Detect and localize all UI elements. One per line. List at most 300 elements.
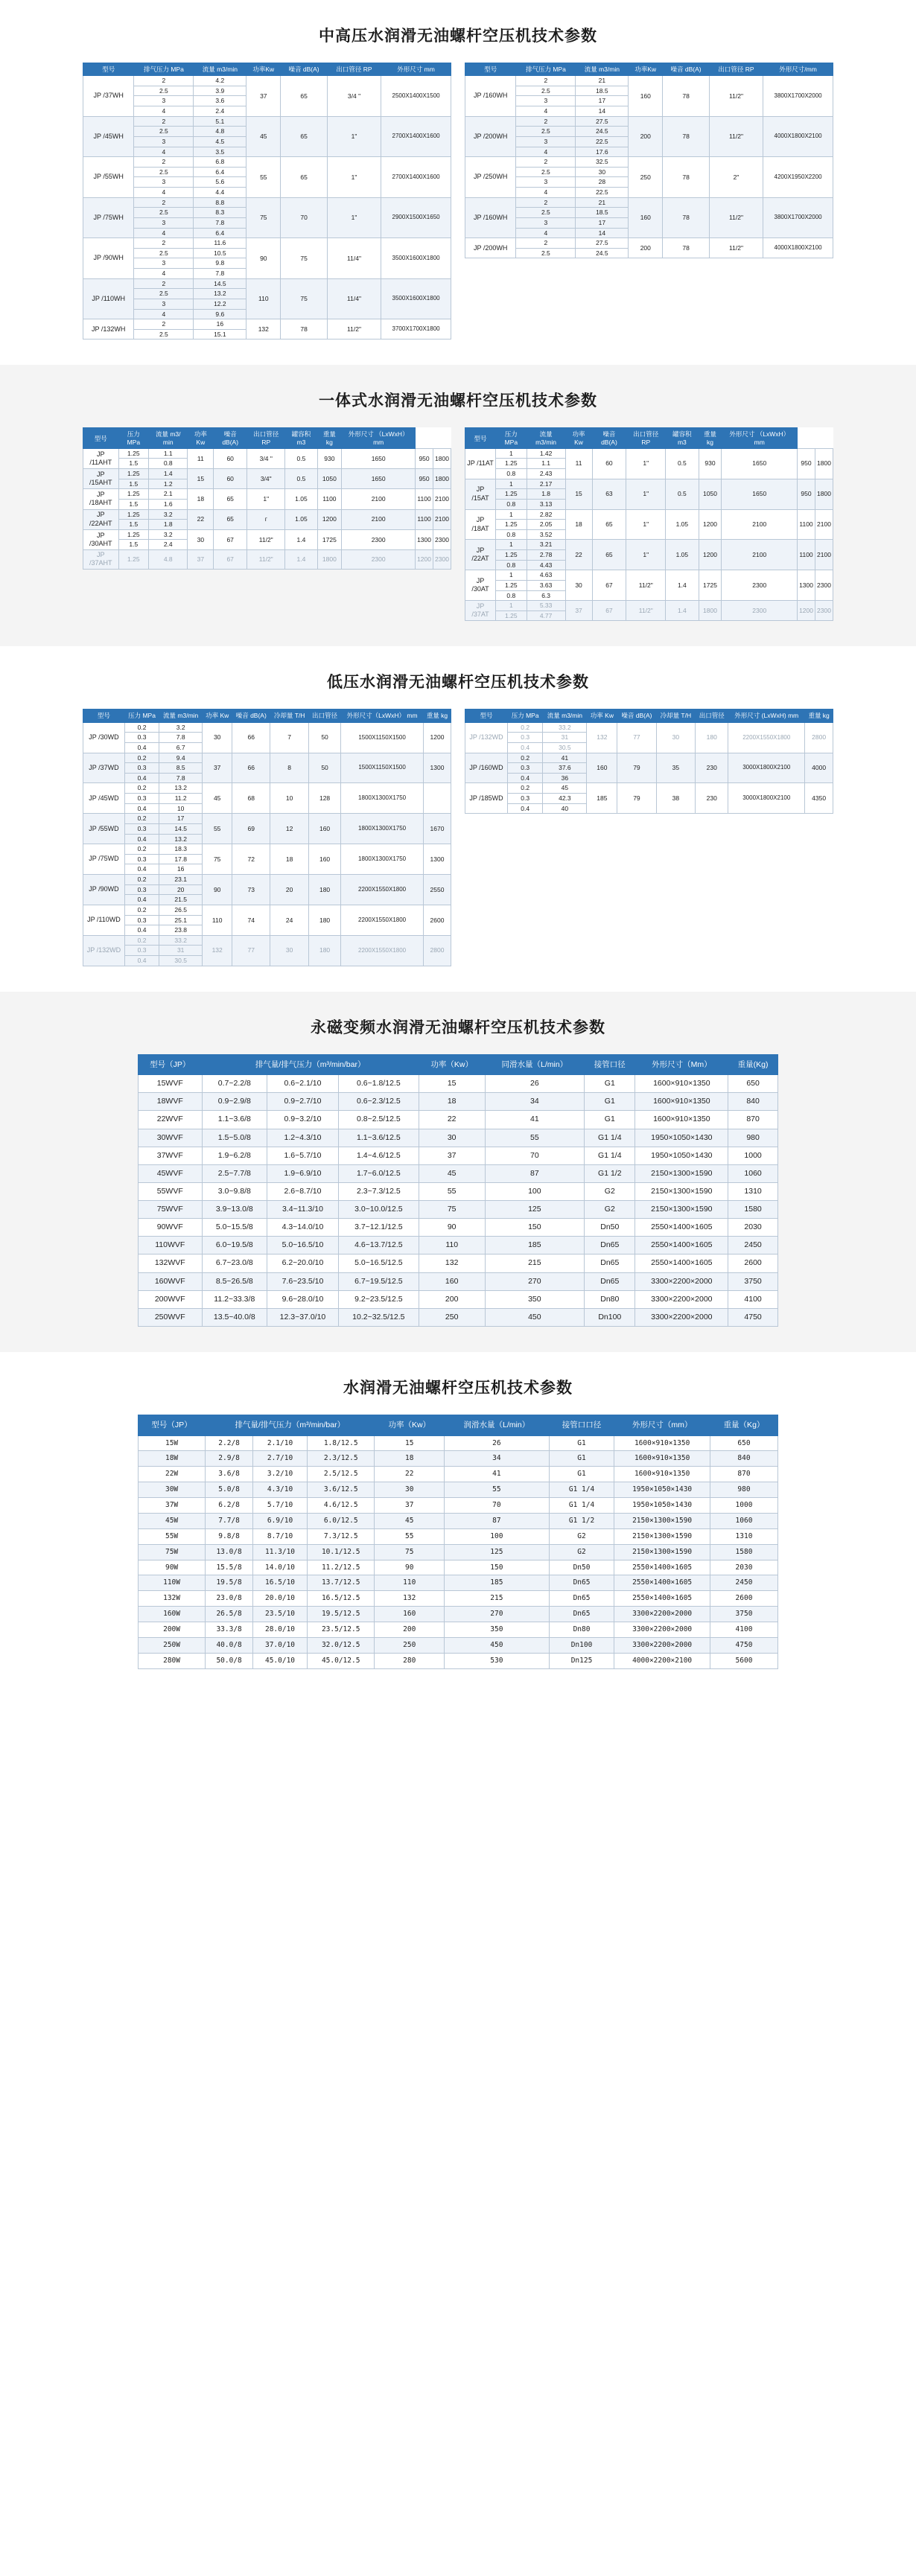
table-row — [83, 753, 451, 763]
table-cell: 22 — [188, 509, 214, 529]
table-cell: 15W — [139, 1435, 206, 1451]
table-cell: 2.1/10 — [253, 1435, 308, 1451]
table-cell: 2.6~8.7/10 — [267, 1182, 339, 1200]
table-cell: 1300 — [798, 570, 815, 601]
table-cell: JP /18AHT — [83, 489, 119, 509]
table-cell: 1800X1300X1750 — [341, 814, 424, 844]
table-cell: 67 — [214, 550, 247, 570]
table-cell: 19.5/8 — [206, 1575, 253, 1591]
table-cell: 2100 — [722, 509, 798, 540]
table-cell: 1.25 — [118, 509, 149, 520]
table-cell: 3.2 — [159, 722, 203, 733]
table-cell: JP /55WD — [83, 814, 125, 844]
table-cell: 1200 — [699, 509, 722, 540]
table-cell: 5.6 — [194, 177, 247, 188]
column-header: 压力 MPa — [496, 428, 527, 448]
table-cell: 1500X1150X1500 — [341, 753, 424, 783]
table-cell: 50.0/8 — [206, 1653, 253, 1668]
table-cell: 6.2~20.0/10 — [267, 1254, 339, 1272]
table-cell: 4.77 — [527, 610, 565, 621]
table-cell: 60 — [592, 448, 626, 479]
table-cell: 36 — [543, 773, 587, 783]
table-cell: 2200X1550X1800 — [341, 935, 424, 966]
table-cell: 160WVF — [139, 1272, 203, 1290]
table-cell: 3300×2200×2000 — [614, 1607, 710, 1622]
table-cell: 1.4 — [149, 469, 188, 479]
table-cell: 2.7/10 — [253, 1451, 308, 1467]
table-cell: 3300×2200×2000 — [635, 1290, 728, 1308]
table-cell: 90WVF — [139, 1219, 203, 1237]
table-cell: 0.7~2.2/8 — [202, 1075, 267, 1093]
column-header: 噪音 dB(A) — [663, 63, 710, 76]
table-row — [465, 76, 833, 86]
table-cell: 1.5 — [118, 520, 149, 530]
table-cell: 1670 — [423, 814, 451, 844]
table-cell: 33.2 — [543, 722, 587, 733]
table-cell: 4.43 — [527, 560, 565, 570]
table-cell: 0.4 — [124, 803, 159, 814]
table-cell: 63 — [592, 479, 626, 509]
table-cell: 66 — [232, 753, 270, 783]
table-cell: 3.6 — [194, 96, 247, 106]
table-cell: 1.2 — [149, 479, 188, 489]
table-cell: 1000 — [710, 1498, 777, 1514]
table-cell: 31 — [543, 733, 587, 743]
table-cell — [423, 783, 451, 814]
table-cell: 1.9~6.9/10 — [267, 1164, 339, 1182]
section-title: 中高压水润滑无油螺杆空压机技术参数 — [319, 28, 597, 45]
table-row — [83, 116, 451, 127]
table-cell: 41 — [485, 1111, 585, 1129]
table-cell: 132 — [587, 722, 617, 753]
table-row — [139, 1607, 778, 1622]
table-cell: 45.0/10 — [253, 1653, 308, 1668]
table-row — [83, 448, 451, 459]
table-cell: 0.3 — [124, 915, 159, 925]
table-cell: 4750 — [710, 1637, 777, 1653]
column-header: 出口管径 — [308, 710, 340, 722]
table-cell: 13.2 — [194, 289, 247, 299]
table-cell: 14.0/10 — [253, 1560, 308, 1575]
table-cell: 185 — [445, 1575, 550, 1591]
table-cell: 35 — [656, 753, 696, 783]
tables-row — [0, 1054, 916, 1327]
table-cell: G1 — [585, 1093, 635, 1111]
table-cell: 26.5/8 — [206, 1607, 253, 1622]
column-header: 外形尺寸 mm — [381, 63, 451, 76]
table-cell: 11.6 — [194, 238, 247, 249]
table-cell: 37WVF — [139, 1147, 203, 1164]
table-cell: 14.5 — [159, 823, 203, 834]
table-cell: 24 — [270, 905, 309, 935]
table-cell: 1.8 — [149, 520, 188, 530]
spec-table-left — [83, 709, 451, 966]
table-cell: 4 — [134, 147, 194, 157]
table-cell: 3.21 — [527, 540, 565, 550]
table-row — [139, 1482, 778, 1498]
table-cell: 65 — [214, 489, 247, 509]
table-cell: 45 — [247, 116, 281, 157]
table-cell: 78 — [281, 319, 328, 339]
table-cell: 180 — [696, 722, 728, 753]
table-cell: 1000 — [728, 1147, 778, 1164]
table-cell: 90 — [375, 1560, 445, 1575]
table-cell: 11/2" — [247, 529, 285, 549]
table-cell: 3 — [516, 96, 576, 106]
table-cell: 37 — [375, 1498, 445, 1514]
table-cell: 70 — [281, 197, 328, 238]
table-cell: 4000X1800X2100 — [763, 238, 833, 258]
table-cell: 3.0~9.8/8 — [202, 1182, 267, 1200]
table-cell: 0.3 — [124, 823, 159, 834]
table-cell: 10 — [159, 803, 203, 814]
column-header: 外形尺寸/mm — [763, 63, 833, 76]
table-cell: 0.2 — [124, 875, 159, 885]
table-cell: JP /160WH — [465, 76, 516, 117]
table-cell: 1.5 — [118, 459, 149, 469]
table-row — [83, 489, 451, 500]
table-cell: 2 — [516, 76, 576, 86]
table-cell: 0.2 — [124, 844, 159, 855]
table-cell: JP /45WH — [83, 116, 134, 157]
table-cell: 23.1 — [159, 875, 203, 885]
column-header: 排气压力 MPa — [516, 63, 576, 76]
column-header: 功率Kw — [247, 63, 281, 76]
table-cell: 7.8 — [159, 773, 203, 783]
table-cell: 450 — [485, 1308, 585, 1326]
table-cell: 1.25 — [496, 580, 527, 590]
table-cell: 30WVF — [139, 1129, 203, 1147]
table-cell: 18 — [375, 1451, 445, 1467]
table-cell: 1" — [327, 197, 381, 238]
table-cell: 4000×2200×2100 — [614, 1653, 710, 1668]
spec-table-left — [83, 427, 451, 569]
column-header: 功率 Kw — [565, 428, 592, 448]
table-cell: 78 — [663, 238, 710, 258]
table-cell: 0.8 — [496, 499, 527, 509]
table-cell: 7.8 — [194, 269, 247, 279]
table-cell: 90 — [247, 238, 281, 279]
table-row — [465, 570, 833, 581]
table-cell: 78 — [663, 116, 710, 157]
table-cell: 1" — [327, 157, 381, 198]
table-cell: 0.3 — [507, 733, 542, 743]
table-cell: 4 — [516, 228, 576, 238]
table-cell: 22.5 — [576, 188, 629, 198]
table-cell: 12.3~37.0/10 — [267, 1308, 339, 1326]
table-cell: 87 — [445, 1513, 550, 1528]
table-cell: 0.5 — [285, 448, 317, 468]
table-cell: 0.3 — [507, 763, 542, 774]
table-cell: 23.5/10 — [253, 1607, 308, 1622]
table-cell: 2.5/12.5 — [307, 1467, 375, 1482]
table-cell: 870 — [710, 1467, 777, 1482]
column-header: 重量 kg — [805, 710, 833, 722]
table-cell: 11/4" — [327, 278, 381, 319]
table-cell: 67 — [592, 570, 626, 601]
table-cell: 22 — [419, 1111, 485, 1129]
table-cell: 11/2" — [626, 570, 666, 601]
table-cell: 0.2 — [124, 753, 159, 763]
table-cell: 1 — [496, 509, 527, 520]
table-cell: 75 — [281, 278, 328, 319]
table-cell: Dn65 — [549, 1591, 614, 1607]
table-cell: 11/2" — [709, 76, 763, 117]
table-cell: 3/4" — [247, 469, 285, 489]
table-cell: 4000X1800X2100 — [763, 116, 833, 157]
table-cell: 28 — [576, 177, 629, 188]
table-cell: Dn125 — [549, 1653, 614, 1668]
table-cell: 1100 — [416, 489, 433, 509]
table-row — [83, 197, 451, 208]
table-cell: 110 — [419, 1237, 485, 1254]
table-cell: 55W — [139, 1528, 206, 1544]
table-cell: 8 — [270, 753, 309, 783]
table-cell: 2700X1400X1600 — [381, 157, 451, 198]
table-row — [83, 238, 451, 249]
table-row — [465, 509, 833, 520]
table-cell: 2200X1550X1800 — [341, 875, 424, 905]
table-cell: 3.63 — [527, 580, 565, 590]
table-cell: 73 — [232, 875, 270, 905]
table-cell: 180 — [308, 875, 340, 905]
table-cell: 160W — [139, 1607, 206, 1622]
column-header: 噪音 dB(A) — [281, 63, 328, 76]
table-cell: 11/2" — [709, 197, 763, 238]
column-header: 噪音 dB(A) — [232, 710, 270, 722]
table-cell: JP /30AT — [465, 570, 496, 601]
table-cell: 2.1 — [149, 489, 188, 500]
table-cell: 2600 — [710, 1591, 777, 1607]
table-cell: 9.6~28.0/10 — [267, 1290, 339, 1308]
table-cell: 1.4 — [285, 529, 317, 549]
section-title: 一体式水润滑无油螺杆空压机技术参数 — [319, 392, 597, 410]
table-cell: 1 — [496, 601, 527, 611]
table-cell: 2150×1300×1590 — [614, 1544, 710, 1560]
section-integrated — [0, 365, 916, 646]
column-header: 噪音 dB(A) — [214, 428, 247, 448]
column-header: 流量 m3/ min — [149, 428, 188, 448]
table-cell: 2 — [516, 238, 576, 249]
column-header: 型号 — [83, 428, 119, 448]
table-cell: 2.5 — [134, 329, 194, 339]
table-cell: 2.4 — [149, 540, 188, 550]
table-cell: 75WVF — [139, 1201, 203, 1219]
table-cell: 1725 — [699, 570, 722, 601]
table-cell: 1725 — [317, 529, 342, 549]
table-row — [465, 197, 833, 208]
table-row — [139, 1637, 778, 1653]
table-cell: 200 — [629, 238, 663, 258]
table-cell: 2.5 — [134, 86, 194, 96]
table-cell: G1 1/4 — [585, 1129, 635, 1147]
table-header-row — [465, 63, 833, 76]
table-cell: 3.2 — [149, 509, 188, 520]
table-cell: 650 — [728, 1075, 778, 1093]
table-cell: Dn80 — [585, 1290, 635, 1308]
table-cell: 55WVF — [139, 1182, 203, 1200]
table-row — [139, 1147, 778, 1164]
table-cell: 32.5 — [576, 157, 629, 168]
table-cell: G1 — [549, 1451, 614, 1467]
table-cell: 2.5 — [516, 248, 576, 258]
table-cell: 78 — [663, 157, 710, 198]
table-cell: 18 — [188, 489, 214, 509]
table-cell: 6.2/8 — [206, 1498, 253, 1514]
column-header: 罐容积 m3 — [285, 428, 317, 448]
table-cell: 11/2" — [327, 319, 381, 339]
table-cell: G1 — [549, 1467, 614, 1482]
table-cell: 1800 — [317, 550, 342, 570]
table-cell: 16 — [194, 319, 247, 330]
table-cell: 840 — [728, 1093, 778, 1111]
column-header: 噪音 dB(A) — [617, 710, 656, 722]
table-cell: 4 — [134, 106, 194, 117]
table-cell: 38 — [656, 783, 696, 814]
table-cell: 3.2 — [149, 529, 188, 540]
table-cell: 6.8 — [194, 157, 247, 168]
column-header: 型号（JP） — [139, 1415, 206, 1435]
table-cell: 0.3 — [124, 884, 159, 895]
table-cell: 4750 — [728, 1308, 778, 1326]
table-cell: 30 — [576, 167, 629, 177]
table-cell: 41 — [543, 753, 587, 763]
table-cell: 2.4 — [194, 106, 247, 117]
table-cell: 26 — [485, 1075, 585, 1093]
table-cell: JP /160WH — [465, 197, 516, 238]
table-cell: 2.5~7.7/8 — [202, 1164, 267, 1182]
table-cell: 950 — [798, 479, 815, 509]
table-cell: 2.5 — [516, 86, 576, 96]
table-cell: 1.05 — [285, 489, 317, 509]
table-cell: 55 — [203, 814, 232, 844]
table-cell: 18W — [139, 1451, 206, 1467]
table-cell: 8.3 — [194, 208, 247, 218]
table-cell: 3500X1600X1800 — [381, 278, 451, 319]
table-cell: 2 — [134, 197, 194, 208]
table-cell: 1500X1150X1500 — [341, 722, 424, 753]
table-cell: 15 — [375, 1435, 445, 1451]
table-cell: 2500X1400X1500 — [381, 76, 451, 117]
table-cell: 1310 — [728, 1182, 778, 1200]
table-cell: 132 — [203, 935, 232, 966]
table-row — [139, 1653, 778, 1668]
table-cell: 1" — [626, 448, 666, 479]
table-cell: 13.2 — [159, 783, 203, 794]
section-pm-vfd — [0, 992, 916, 1352]
table-cell: 0.3 — [124, 794, 159, 804]
table-cell: 950 — [416, 448, 433, 468]
table-cell: 1" — [247, 489, 285, 509]
table-cell: JP /132WH — [83, 319, 134, 339]
column-header: 型号 — [465, 63, 516, 76]
table-cell: 4.8 — [149, 550, 188, 570]
table-cell: 7.8 — [159, 733, 203, 743]
table-cell: 10.1/12.5 — [307, 1544, 375, 1560]
column-header: 出口管径 RP — [709, 63, 763, 76]
table-cell: 18 — [270, 844, 309, 875]
table-cell: Dn65 — [585, 1237, 635, 1254]
column-header: 功率 Kw — [203, 710, 232, 722]
table-row — [139, 1467, 778, 1482]
table-cell: 2100 — [815, 540, 833, 570]
table-cell: 41 — [445, 1467, 550, 1482]
table-cell: г — [247, 509, 285, 529]
table-cell: 1.05 — [666, 509, 699, 540]
table-cell: 160 — [629, 197, 663, 238]
table-cell: 1.25 — [496, 489, 527, 500]
column-header: 流量 m3/min — [159, 710, 203, 722]
table-cell: 24.5 — [576, 127, 629, 137]
table-row — [139, 1201, 778, 1219]
table-cell: 2300 — [722, 601, 798, 621]
table-cell: 1100 — [798, 509, 815, 540]
table-cell: 37.0/10 — [253, 1637, 308, 1653]
table-cell: 8.5~26.5/8 — [202, 1272, 267, 1290]
table-cell: 1.25 — [496, 459, 527, 469]
table-row — [139, 1560, 778, 1575]
table-cell: 2100 — [342, 509, 416, 529]
table-cell: 6.3 — [527, 590, 565, 601]
section-title: 永磁变频水润滑无油螺杆空压机技术参数 — [311, 1018, 605, 1036]
table-cell: 0.4 — [507, 742, 542, 753]
section-title: 低压水润滑无油螺杆空压机技术参数 — [327, 674, 589, 692]
table-cell: 0.8 — [149, 459, 188, 469]
table-cell: 2550×1400×1605 — [614, 1560, 710, 1575]
table-cell: 0.4 — [124, 864, 159, 875]
table-cell: JP /37WH — [83, 76, 134, 117]
table-cell: 1050 — [317, 469, 342, 489]
table-cell: 0.4 — [124, 895, 159, 905]
spec-table-left — [83, 63, 451, 339]
table-cell: 30 — [375, 1482, 445, 1498]
table-cell: 3.5 — [194, 147, 247, 157]
table-cell: 7.7/8 — [206, 1513, 253, 1528]
table-cell: 4.8 — [194, 127, 247, 137]
table-cell: 0.3 — [507, 794, 542, 804]
table-cell: 11/4" — [327, 238, 381, 279]
table-cell: 2 — [516, 157, 576, 168]
table-cell: G1 1/2 — [585, 1164, 635, 1182]
table-cell: 1600×910×1350 — [614, 1451, 710, 1467]
table-cell: JP /110WH — [83, 278, 134, 319]
table-row — [139, 1544, 778, 1560]
table-cell: 14 — [576, 106, 629, 117]
tables-row — [0, 427, 916, 621]
table-cell: 15 — [565, 479, 592, 509]
table-cell: 65 — [592, 509, 626, 540]
table-cell: 1200 — [798, 601, 815, 621]
table-cell: 9.4 — [159, 753, 203, 763]
table-row — [139, 1622, 778, 1638]
table-cell: 13.2 — [159, 834, 203, 844]
table-cell: 0.5 — [666, 448, 699, 479]
table-cell: 45WVF — [139, 1164, 203, 1182]
table-row — [465, 601, 833, 611]
section-title: 水润滑无油螺杆空压机技术参数 — [343, 1379, 573, 1397]
table-cell: 2550×1400×1605 — [635, 1254, 728, 1272]
table-cell: 3 — [516, 217, 576, 228]
table-cell: 37W — [139, 1498, 206, 1514]
table-cell: 10.2~32.5/12.5 — [338, 1308, 419, 1326]
table-cell: 8.7/10 — [253, 1528, 308, 1544]
table-cell: 1200 — [423, 722, 451, 753]
table-cell: 1.5 — [118, 540, 149, 550]
table-cell: 18.5 — [576, 86, 629, 96]
table-cell: 21 — [576, 76, 629, 86]
column-header: 型号 — [465, 710, 508, 722]
table-cell: 87 — [485, 1164, 585, 1182]
